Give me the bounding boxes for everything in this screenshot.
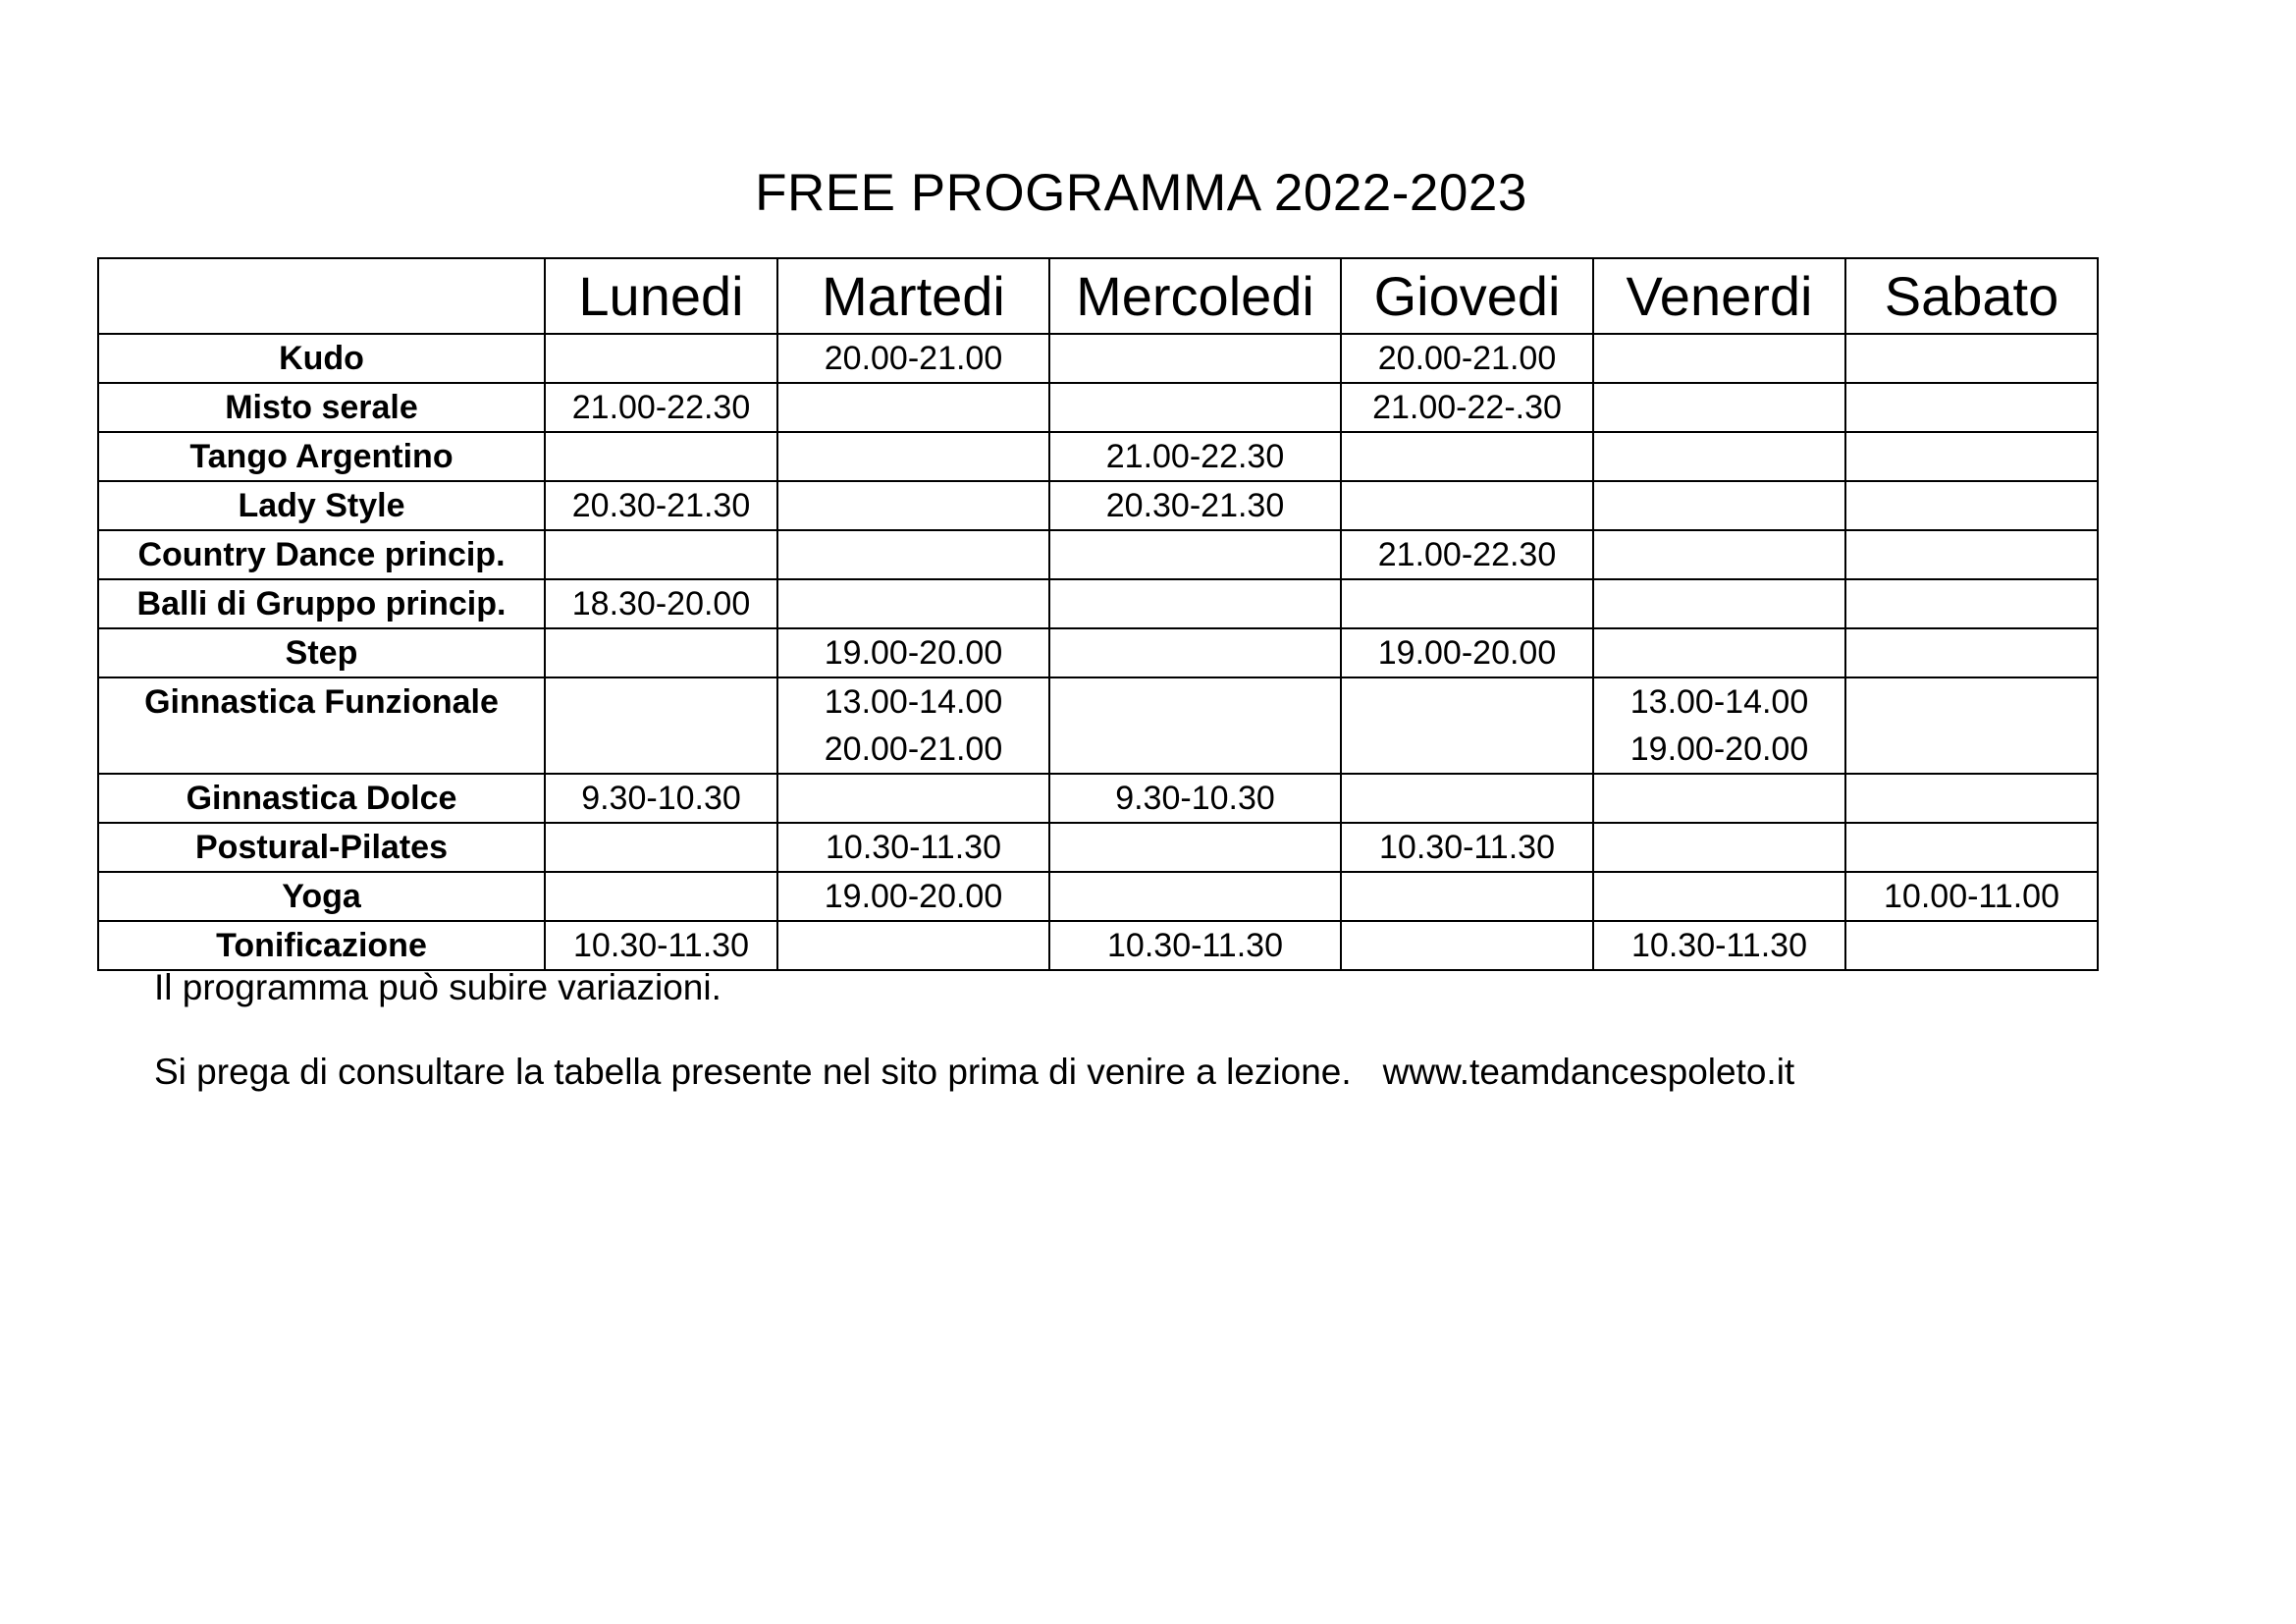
time-slot: 18.30-20.00 <box>571 585 751 623</box>
time-slot: 21.00-22.30 <box>571 389 751 426</box>
activity-name: Balli di Gruppo princip. <box>98 579 545 628</box>
schedule-body <box>98 334 2098 970</box>
schedule-cell <box>1049 677 1341 774</box>
time-slot: 9.30-10.30 <box>1115 780 1275 817</box>
schedule-cell <box>1049 530 1341 579</box>
schedule-cell <box>1593 432 1845 481</box>
schedule-cell <box>777 579 1049 628</box>
schedule-cell <box>1845 677 2098 774</box>
schedule-cell <box>1341 872 1593 921</box>
schedule-cell <box>777 774 1049 823</box>
schedule-cell <box>1049 774 1341 823</box>
schedule-cell <box>777 921 1049 970</box>
consult-note <box>154 1049 1794 1096</box>
time-slot: 21.00-22.30 <box>1377 536 1557 573</box>
schedule-cell <box>1049 872 1341 921</box>
time-slot: 13.00-14.00 <box>1629 683 1809 721</box>
time-slot: 20.30-21.30 <box>571 487 751 524</box>
schedule-cell <box>777 823 1049 872</box>
schedule-cell <box>1593 774 1845 823</box>
schedule-cell <box>1341 921 1593 970</box>
schedule-cell <box>1341 432 1593 481</box>
schedule-cell <box>545 432 777 481</box>
schedule-cell <box>545 628 777 677</box>
schedule-cell <box>777 481 1049 530</box>
activity-name: Ginnastica Funzionale <box>98 677 545 774</box>
activity-name: Tango Argentino <box>98 432 545 481</box>
activity-name: Country Dance princip. <box>98 530 545 579</box>
schedule-cell <box>1593 334 1845 383</box>
activity-name: Tonificazione <box>98 921 545 970</box>
day-header-lunedi: Lunedi <box>545 258 777 334</box>
time-slot: 10.30-11.30 <box>1107 927 1283 964</box>
activity-name: Misto serale <box>98 383 545 432</box>
schedule-cell <box>1845 774 2098 823</box>
schedule-cell <box>1049 432 1341 481</box>
table-row <box>98 921 2098 970</box>
schedule-cell <box>1845 334 2098 383</box>
schedule-cell <box>1845 628 2098 677</box>
schedule-cell <box>777 677 1049 774</box>
schedule-cell <box>1845 383 2098 432</box>
schedule-cell <box>1593 823 1845 872</box>
time-slot: 10.30-11.30 <box>1379 829 1555 866</box>
schedule-cell <box>545 677 777 774</box>
schedule-cell <box>777 383 1049 432</box>
day-header-giovedi: Giovedi <box>1341 258 1593 334</box>
consult-text: Si prega di consultare la tabella presente nel sito prima di venire a lezione. <box>154 1052 1352 1092</box>
schedule-cell <box>1845 921 2098 970</box>
schedule-cell <box>777 872 1049 921</box>
schedule-cell <box>545 823 777 872</box>
schedule-cell <box>1049 823 1341 872</box>
time-slot: 20.30-21.30 <box>1105 487 1285 524</box>
activity-name: Lady Style <box>98 481 545 530</box>
schedule-cell <box>545 872 777 921</box>
table-row <box>98 872 2098 921</box>
time-slot: 13.00-14.00 <box>824 683 1003 721</box>
schedule-cell <box>777 432 1049 481</box>
schedule-cell <box>545 530 777 579</box>
schedule-cell <box>1341 579 1593 628</box>
table-row <box>98 334 2098 383</box>
table-row <box>98 823 2098 872</box>
schedule-cell <box>1593 481 1845 530</box>
schedule-cell <box>545 334 777 383</box>
schedule-cell <box>777 334 1049 383</box>
time-slot: 10.30-11.30 <box>1631 927 1807 964</box>
schedule-cell <box>1049 383 1341 432</box>
time-slot: 19.00-20.00 <box>824 878 1003 915</box>
time-slot: 19.00-20.00 <box>824 634 1003 672</box>
schedule-cell <box>1049 481 1341 530</box>
time-slot: 21.00-22.30 <box>1105 438 1285 475</box>
schedule-cell <box>1049 579 1341 628</box>
schedule-cell <box>1845 579 2098 628</box>
schedule-cell <box>1845 481 2098 530</box>
activity-name: Ginnastica Dolce <box>98 774 545 823</box>
schedule-cell <box>1593 383 1845 432</box>
time-slot: 20.00-21.00 <box>824 731 1003 768</box>
time-slot: 19.00-20.00 <box>1629 731 1809 768</box>
time-slot: 20.00-21.00 <box>1377 340 1557 377</box>
schedule-cell <box>1845 530 2098 579</box>
time-slot: 10.30-11.30 <box>826 829 1001 866</box>
table-row <box>98 677 2098 774</box>
schedule-cell <box>1593 628 1845 677</box>
schedule-table <box>97 257 2099 971</box>
corner-cell <box>98 258 545 334</box>
schedule-cell <box>1341 334 1593 383</box>
table-row <box>98 432 2098 481</box>
schedule-cell <box>1845 432 2098 481</box>
schedule-cell <box>1049 628 1341 677</box>
time-slot: 10.00-11.00 <box>1884 878 2059 915</box>
time-slot: 10.30-11.30 <box>573 927 749 964</box>
activity-name: Postural-Pilates <box>98 823 545 872</box>
table-row <box>98 774 2098 823</box>
table-row <box>98 530 2098 579</box>
schedule-cell <box>1341 383 1593 432</box>
activity-name: Step <box>98 628 545 677</box>
time-slot: 19.00-20.00 <box>1377 634 1557 672</box>
time-slot: 21.00-22-.30 <box>1372 389 1562 426</box>
schedule-cell <box>1049 334 1341 383</box>
schedule-cell <box>1341 481 1593 530</box>
schedule-cell <box>1845 823 2098 872</box>
schedule-cell <box>545 774 777 823</box>
schedule-cell <box>1341 628 1593 677</box>
day-header-mercoledi: Mercoledi <box>1049 258 1341 334</box>
table-header-row <box>98 258 2098 334</box>
time-slot: 20.00-21.00 <box>824 340 1003 377</box>
schedule-cell <box>1341 530 1593 579</box>
time-slot: 9.30-10.30 <box>581 780 741 817</box>
table-row <box>98 383 2098 432</box>
day-header-martedi: Martedi <box>777 258 1049 334</box>
table-row <box>98 628 2098 677</box>
schedule-cell <box>1593 921 1845 970</box>
schedule-cell <box>1341 677 1593 774</box>
schedule-cell <box>1593 872 1845 921</box>
page-title: FREE PROGRAMMA 2022-2023 <box>755 164 1527 222</box>
day-header-venerdi: Venerdi <box>1593 258 1845 334</box>
schedule-cell <box>1845 872 2098 921</box>
schedule-cell <box>545 481 777 530</box>
schedule-cell <box>777 530 1049 579</box>
schedule-cell <box>545 579 777 628</box>
website-link[interactable]: www.teamdancespoleto.it <box>1382 1052 1795 1092</box>
schedule-cell <box>1593 530 1845 579</box>
schedule-cell <box>1341 774 1593 823</box>
day-header-sabato: Sabato <box>1845 258 2098 334</box>
schedule-cell <box>1049 921 1341 970</box>
schedule-cell <box>777 628 1049 677</box>
schedule-cell <box>1341 823 1593 872</box>
variation-note: Il programma può subire variazioni. <box>154 967 721 1007</box>
schedule-cell <box>1593 677 1845 774</box>
table-row <box>98 481 2098 530</box>
activity-name: Yoga <box>98 872 545 921</box>
activity-name: Kudo <box>98 334 545 383</box>
schedule-cell <box>1593 579 1845 628</box>
schedule-cell <box>545 921 777 970</box>
schedule-cell <box>545 383 777 432</box>
table-row <box>98 579 2098 628</box>
